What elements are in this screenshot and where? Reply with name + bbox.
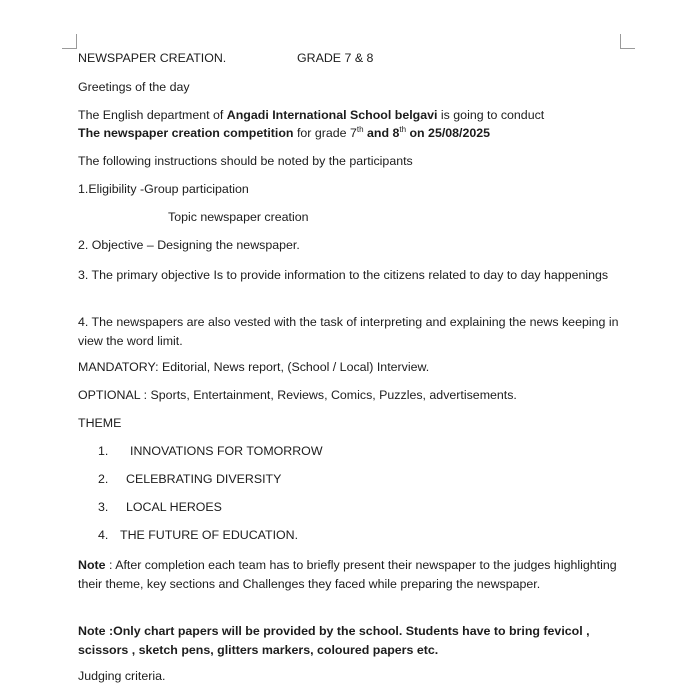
mandatory-label: MANDATORY: [78,360,159,374]
theme-number: 2. [98,472,109,486]
superscript-2: th [399,124,407,134]
intro-text: The English department of [78,108,227,122]
note-presentation [78,556,638,594]
topic-item: Topic newspaper creation [168,210,309,224]
header-row [78,51,226,66]
note-text: : After completion each team has to briefly present their newspaper to the judges highlighting their theme, key sections and Challenges they faced while preparing the newspaper. [78,558,617,591]
crop-mark-top-right [620,34,635,49]
optional-text: : Sports, Entertainment, Reviews, Comics, Puzzles, advertisements. [140,388,517,402]
theme-item-3 [98,500,222,514]
mandatory-row [78,360,429,375]
superscript-1: th [356,124,364,134]
theme-item-1 [98,444,323,458]
competition-name: The newspaper creation competition [78,126,294,140]
school-name: Angadi International School belgavi [226,108,438,122]
competition-date: on 25/08/2025 [406,126,491,140]
point-3: 3. The primary objective Is to provide information to the citizens related to day to day happenings [78,268,609,282]
theme-number: 4. [98,528,109,542]
eligibility-item: 1.Eligibility -Group participation [78,182,249,196]
intro-line-1 [78,108,544,123]
theme-label: THE FUTURE OF EDUCATION. [120,528,299,542]
theme-label: LOCAL HEROES [126,500,222,514]
theme-item-2 [98,472,281,486]
grade-label: GRADE 7 & 8 [297,51,374,65]
instructions-heading: The following instructions should be noted by the participants [78,154,413,168]
intro-line-2 [78,126,490,141]
theme-heading: THEME [78,416,122,430]
note-label: Note [78,558,106,572]
theme-label: INNOVATIONS FOR TOMORROW [130,444,323,458]
theme-label: CELEBRATING DIVERSITY [126,472,282,486]
theme-item-4 [98,528,298,542]
point-4: 4. The newspapers are also vested with the task of interpreting and explaining the news keeping in view the word limit. [78,315,619,348]
note-materials: Note :Only chart papers will be provided by the school. Students have to bring fevicol , scissors , sketch pens, glitters markers, coloured papers etc. [78,624,590,657]
optional-label: OPTIONAL [78,388,141,402]
optional-row [78,388,517,403]
objective-item: 2. Objective – Designing the newspaper. [78,238,300,252]
theme-number: 1. [98,444,109,458]
document-title: NEWSPAPER CREATION. [78,51,227,65]
grade-text-2: and 8 [363,126,400,140]
grade-text: for grade 7 [293,126,357,140]
intro-text-end: is going to conduct [437,108,545,122]
mandatory-text: Editorial, News report, (School / Local) Interview. [158,360,430,374]
theme-number: 3. [98,500,109,514]
crop-mark-top-left [62,34,77,49]
judging-heading: Judging criteria. [78,669,166,683]
greeting: Greetings of the day [78,80,190,94]
